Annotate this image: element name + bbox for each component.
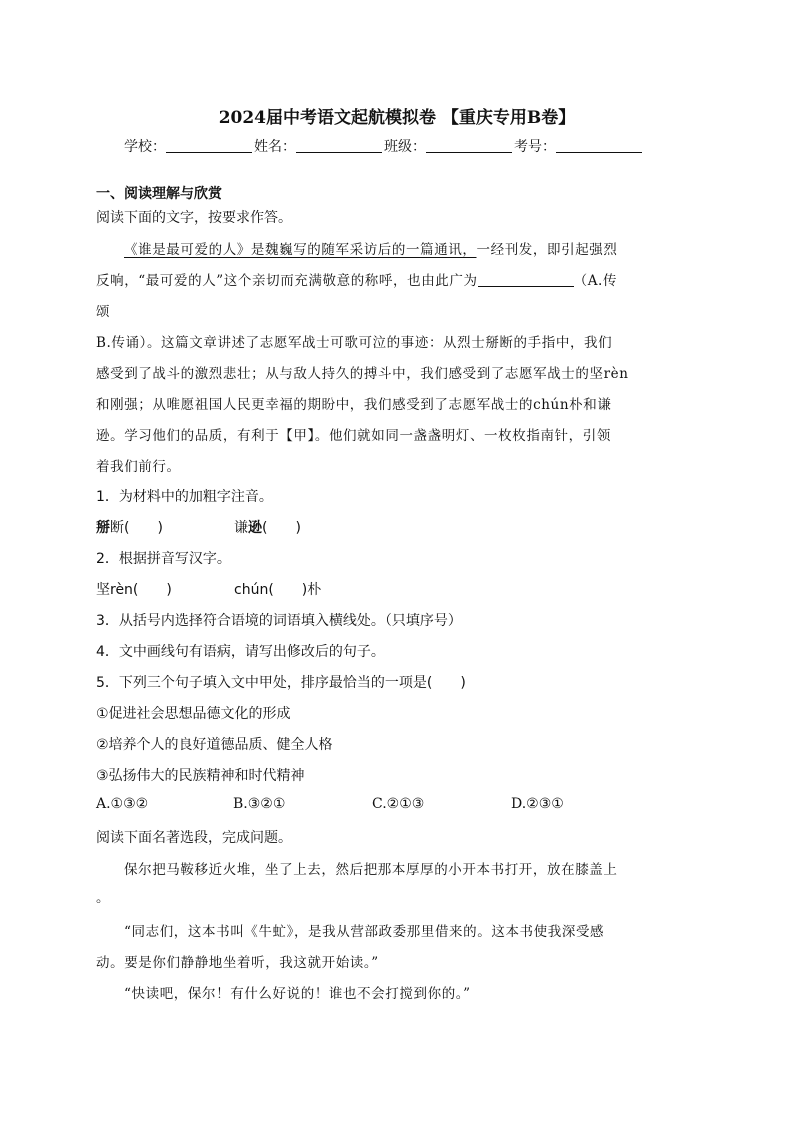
sentence-option-1: ①促进社会思想品德文化的形成 [96,706,291,722]
name-label: 姓名： [254,139,296,155]
q1-item-b [234,517,301,537]
passage-line-1 [124,238,618,258]
excerpt-line-5: “快读吧，保尔！有什么好说的！谁也不会打搅到你的。” [124,986,471,1002]
passage-line-5: 感受到了战斗的激烈悲壮；从与敌人持久的搏斗中，我们感受到了志愿军战士的坚rèn [96,366,629,382]
excerpt-line-4: 动。要是你们静静地坐着听，我这就开始读。” [96,955,379,971]
class-blank[interactable] [426,138,512,153]
section-instruction: 阅读下面的文字，按要求作答。 [96,210,292,226]
excerpt-line-3: “同志们，这本书叫《牛虻》，是我从营部政委那里借来的。这本书使我深受感 [124,924,605,940]
class-label: 班级： [384,139,426,155]
question-2: 2．根据拼音写汉字。 [96,551,231,567]
passage-text: （A.传 [573,273,618,289]
number-label: 考号： [514,139,556,155]
underlined-sentence: 《谁是最可爱的人》是魏巍写的随军采访后的一篇通讯， [124,242,477,258]
bold-char: 掰 [96,520,110,536]
q2-item-b[interactable]: chún( )朴 [234,582,322,598]
passage-line-8: 着我们前行。 [96,459,181,475]
option-b[interactable]: B.③②① [233,796,286,812]
q2-item-a[interactable]: 坚rèn( ) [96,582,172,598]
bold-char: 逊 [248,520,262,536]
answer-paren[interactable]: ( ) [262,520,301,536]
option-a[interactable]: A.①③② [96,796,149,812]
question-1: 1．为材料中的加粗字注音。 [96,489,273,505]
sentence-option-3: ③弘扬伟大的民族精神和时代精神 [96,768,305,784]
passage-line-3: 颂 [96,304,111,320]
section-heading: 一、阅读理解与欣赏 [96,186,222,202]
question-2-items [96,579,321,599]
excerpt-line-1: 保尔把马鞍移近火堆，坐了上去，然后把那本厚厚的小开本书打开，放在膝盖上 [124,862,618,878]
passage-text: 反响，“最可爱的人”这个亲切而充满敬意的称呼，也由此广为 [96,273,478,289]
question-5: 5．下列三个句子填入文中甲处，排序最恰当的一项是( ) [96,675,466,691]
school-label: 学校： [124,139,166,155]
answer-options [96,796,564,812]
option-c[interactable]: C.②①③ [372,796,425,812]
sentence-option-2: ②培养个人的良好道德品质、健全人格 [96,737,333,753]
number-blank[interactable] [556,138,642,153]
passage-line-7: 逊。学习他们的品质，有利于【甲】。他们就如同一盏盏明灯、一枚枚指南针，引领 [96,428,611,444]
fill-blank[interactable] [478,273,574,287]
question-4: 4．文中画线句有语病，请写出修改后的句子。 [96,644,385,660]
plain-char: 谦 [234,520,248,536]
passage-line-6: 和刚强；从唯愿祖国人民更幸福的期盼中，我们感受到了志愿军战士的chún朴和谦 [96,397,612,413]
student-info-row [124,136,644,156]
section2-instruction: 阅读下面名著选段，完成问题。 [96,830,292,846]
question-3: 3．从括号内选择符合语境的词语填入横线处。（只填序号） [96,613,462,629]
name-blank[interactable] [296,138,382,153]
excerpt-line-2: 。 [96,890,111,906]
school-blank[interactable] [166,138,252,153]
passage-line-4: B.传诵）。这篇文章讲述了志愿军战士可歌可泣的事迹：从烈士掰断的手指中，我们 [96,335,613,351]
passage-text: 一经刊发，即引起强烈 [476,242,618,258]
answer-paren[interactable]: 断( ) [110,520,163,536]
passage-line-2 [96,269,617,289]
question-1-items [96,517,301,537]
option-d[interactable]: D.②③① [511,796,564,812]
page-title: 2024届中考语文起航模拟卷 【重庆专用B卷】 [218,108,576,128]
q1-item-a [96,517,234,537]
